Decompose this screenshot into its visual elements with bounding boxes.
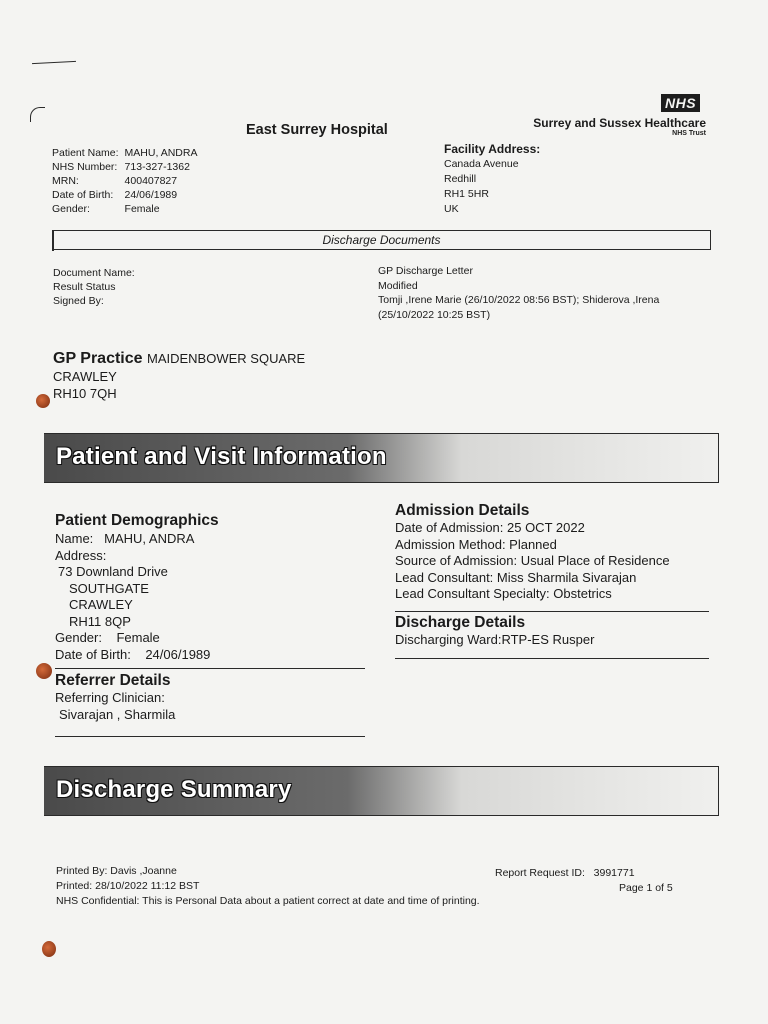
patient-row	[52, 175, 197, 189]
patient-value: 400407827	[124, 175, 178, 187]
discharging-ward: Discharging Ward:RTP-ES Rusper	[395, 632, 595, 647]
demographics-rule	[55, 668, 365, 669]
patient-block	[52, 147, 197, 217]
admission-line: Source of Admission: Usual Place of Residence	[395, 553, 670, 568]
discharge-documents-box	[52, 230, 711, 250]
footer-left	[56, 864, 480, 909]
confidential-notice: NHS Confidential: This is Personal Data about a patient correct at date and time of printing.	[56, 895, 480, 907]
report-request-label: Report Request ID:	[495, 867, 585, 879]
admission-line: Date of Admission: 25 OCT 2022	[395, 520, 585, 535]
patient-demographics	[55, 511, 375, 663]
document-meta-values	[378, 264, 659, 322]
punch-hole	[36, 663, 52, 679]
patient-label: Gender:	[52, 203, 90, 215]
admission-rule	[395, 611, 709, 612]
document-name-value: GP Discharge Letter	[378, 265, 473, 277]
patient-row	[52, 147, 197, 161]
page-number: Page 1 of 5	[619, 882, 673, 894]
referring-clinician-label: Referring Clinician:	[55, 690, 165, 705]
gp-practice-line: RH10 7QH	[53, 386, 117, 401]
name-value: MAHU, ANDRA	[104, 531, 195, 546]
address-line: 73 Downland Drive	[58, 564, 168, 579]
discharge-documents-title: Discharge Documents	[322, 233, 441, 247]
facility-line: Redhill	[444, 173, 477, 185]
demographics-name	[55, 531, 375, 548]
gp-practice-line: CRAWLEY	[53, 369, 117, 384]
scan-mark	[32, 61, 76, 64]
admission-line: Admission Method: Planned	[395, 536, 557, 552]
patient-value: Female	[124, 203, 160, 215]
referrer-rule	[55, 736, 365, 737]
nhs-logo-text: NHS	[661, 94, 700, 112]
gender-label: Gender:	[55, 630, 102, 645]
address-label: Address:	[55, 547, 107, 563]
admission-heading: Admission Details	[395, 502, 530, 519]
patient-visit-title: Patient and Visit Information	[56, 443, 387, 470]
address-line: SOUTHGATE	[69, 580, 149, 596]
result-status-value: Modified	[378, 279, 418, 292]
address-line: RH11 8QP	[69, 613, 131, 629]
demographics-dob	[55, 647, 375, 664]
result-status-label: Result Status	[53, 281, 116, 293]
report-request	[495, 866, 673, 881]
report-request-id: 3991771	[593, 867, 635, 879]
facility-address	[444, 142, 540, 217]
gender-value: Female	[116, 630, 160, 645]
printed-date: Printed: 28/10/2022 11:12 BST	[56, 880, 200, 892]
demographics-heading: Patient Demographics	[55, 512, 219, 529]
scan-mark	[30, 107, 45, 122]
discharge-heading: Discharge Details	[395, 614, 526, 631]
patient-visit-banner	[44, 433, 719, 483]
document-meta-labels	[53, 266, 135, 308]
patient-label: NHS Number:	[52, 161, 118, 173]
punch-hole	[42, 941, 56, 957]
address-line: CRAWLEY	[69, 597, 133, 612]
gp-practice-label: GP Practice	[53, 350, 143, 367]
patient-label: Patient Name:	[52, 147, 119, 159]
hospital-name: East Surrey Hospital	[246, 122, 388, 138]
patient-row	[52, 161, 197, 175]
facility-line: RH1 5HR	[444, 188, 489, 200]
discharge-summary-title: Discharge Summary	[56, 776, 292, 803]
document-name-label: Document Name:	[53, 267, 135, 279]
admission-line: Lead Consultant Specialty: Obstetrics	[395, 586, 612, 601]
patient-label: Date of Birth:	[52, 189, 114, 201]
referrer-heading: Referrer Details	[55, 672, 171, 689]
footer-right	[495, 866, 673, 896]
facility-title: Facility Address:	[444, 142, 541, 156]
punch-hole	[36, 394, 50, 408]
discharge-summary-banner	[44, 766, 719, 816]
gp-practice	[53, 350, 305, 402]
facility-line: UK	[444, 203, 459, 215]
demographics-gender	[55, 630, 375, 647]
signed-by-label: Signed By:	[53, 295, 104, 307]
patient-value: MAHU, ANDRA	[124, 147, 198, 159]
referrer-details	[55, 671, 175, 723]
referring-clinician-value: Sivarajan , Sharmila	[59, 706, 176, 722]
patient-label: MRN:	[52, 175, 79, 187]
patient-row	[52, 203, 197, 217]
facility-line: Canada Avenue	[444, 158, 519, 170]
dob-label: Date of Birth:	[55, 646, 131, 662]
patient-row	[52, 189, 197, 203]
patient-value: 24/06/1989	[124, 189, 178, 201]
admission-line: Lead Consultant: Miss Sharmila Sivarajan	[395, 569, 637, 585]
name-label: Name:	[55, 531, 94, 546]
trust-name: Surrey and Sussex Healthcare	[533, 116, 706, 130]
trust-sub: NHS Trust	[672, 130, 706, 137]
admission-details	[395, 502, 715, 603]
nhs-logo	[661, 95, 700, 113]
signed-by-value-cont: (25/10/2022 10:25 BST)	[378, 308, 491, 321]
trust-header	[486, 116, 706, 137]
discharge-rule	[395, 658, 709, 659]
gp-practice-line: MAIDENBOWER SQUARE	[147, 351, 306, 366]
signed-by-value: Tomji ,Irene Marie (26/10/2022 08:56 BST); Shiderova ,Irena	[378, 294, 660, 306]
dob-value: 24/06/1989	[145, 646, 211, 662]
patient-value: 713-327-1362	[124, 161, 190, 173]
printed-by: Printed By: Davis ,Joanne	[56, 865, 177, 877]
discharge-details	[395, 613, 594, 649]
